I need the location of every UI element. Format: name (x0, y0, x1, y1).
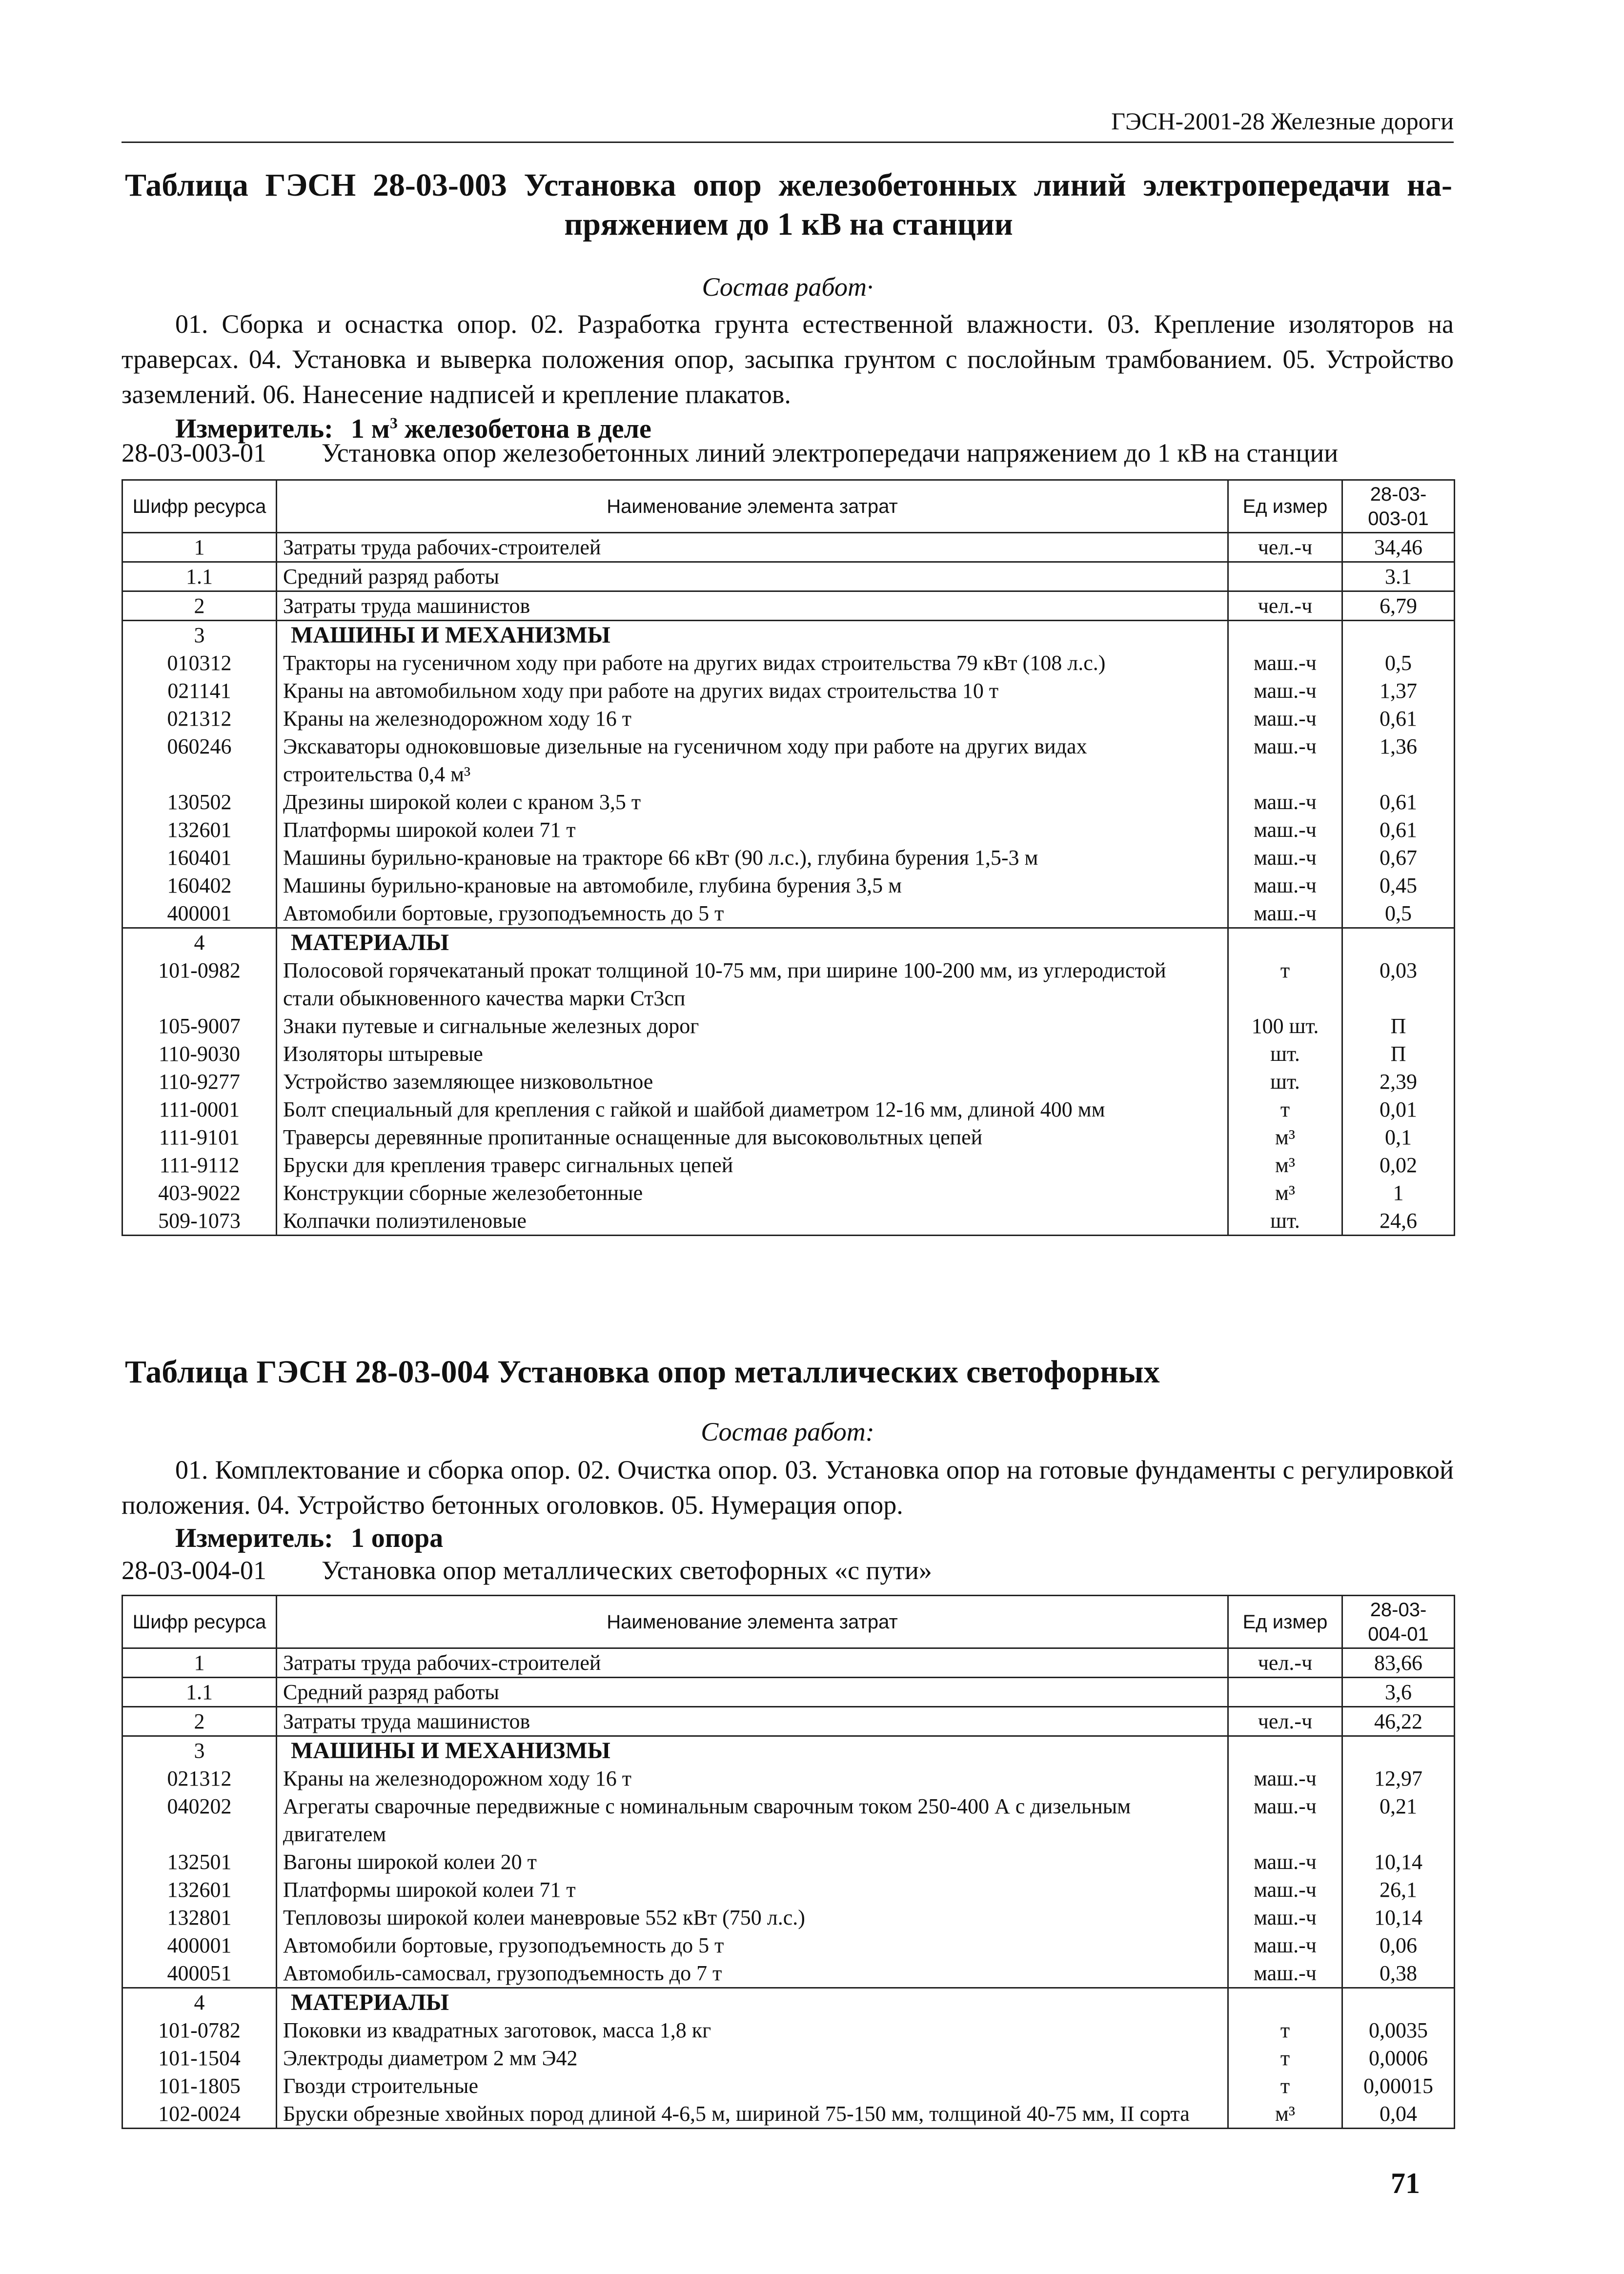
cell-value: 1,36 (1342, 732, 1455, 788)
table-row (122, 872, 1455, 899)
cell-name: Затраты труда рабочих-строителей (277, 533, 1228, 562)
cell-unit: м³ (1228, 2100, 1342, 2129)
cell-value: 0,0035 (1342, 2016, 1455, 2044)
table-row (122, 1123, 1455, 1151)
cell-code: 102-0024 (122, 2100, 277, 2129)
cell-name: Электроды диаметром 2 мм Э42 (277, 2044, 1228, 2072)
table-row (122, 1876, 1455, 1904)
cell-code: 111-9112 (122, 1151, 277, 1179)
table-row (122, 1848, 1455, 1876)
cell-unit (1228, 1678, 1342, 1707)
cell-unit: маш.-ч (1228, 1904, 1342, 1931)
cell-code: 4 (122, 1988, 277, 2017)
table2-norm-line (122, 1555, 1454, 1586)
cell-code: 400001 (122, 1931, 277, 1959)
table-row (122, 1648, 1455, 1678)
cell-name: МАТЕРИАЛЫ (277, 928, 1228, 957)
cell-code: 110-9030 (122, 1040, 277, 1068)
col-name-header: Наименование элемента затрат (277, 1596, 1228, 1648)
cell-name: Вагоны широкой колеи 20 т (277, 1848, 1228, 1876)
cell-value (1342, 621, 1455, 650)
cell-name: Поковки из квадратных заготовок, масса 1,8 кг (277, 2016, 1228, 2044)
table-row (122, 1988, 1455, 2017)
table1-body (122, 533, 1455, 1236)
cell-value: 2,39 (1342, 1068, 1455, 1096)
cell-unit: маш.-ч (1228, 677, 1342, 705)
table-row (122, 928, 1455, 957)
cell-unit (1228, 621, 1342, 650)
cell-unit: м³ (1228, 1123, 1342, 1151)
table-row (122, 1012, 1455, 1040)
table-row (122, 562, 1455, 591)
cell-code: 400051 (122, 1959, 277, 1988)
cell-name: Траверсы деревянные пропитанные оснащенные для высоковольтных цепей (277, 1123, 1228, 1151)
cell-name: Бруски обрезные хвойных пород длиной 4-6,5 м, шириной 75-150 мм, толщиной 40-75 мм, II сорта (277, 2100, 1228, 2129)
cell-name: Автомобили бортовые, грузоподъемность до 5 т (277, 899, 1228, 928)
cell-code: 105-9007 (122, 1012, 277, 1040)
table-row (122, 591, 1455, 621)
cell-value: 34,46 (1342, 533, 1455, 562)
table-row (122, 1931, 1455, 1959)
running-header: ГЭСН-2001-28 Железные дороги (122, 106, 1454, 143)
cell-name: Полосовой горячекатаный прокат толщиной 10-75 мм, при ширине 100-200 мм, из углеродистой стали обыкновенного качества марки Ст3сп (277, 956, 1228, 1012)
cell-name: Автомобили бортовые, грузоподъемность до 5 т (277, 1931, 1228, 1959)
cell-value: П (1342, 1040, 1455, 1068)
cell-value: 0,0006 (1342, 2044, 1455, 2072)
cell-name: МАТЕРИАЛЫ (277, 1988, 1228, 2017)
cell-value: 6,79 (1342, 591, 1455, 621)
cell-value: 1 (1342, 1179, 1455, 1207)
cell-unit: м³ (1228, 1151, 1342, 1179)
col-code-header: Шифр ресурса (122, 1596, 277, 1648)
table-row (122, 649, 1455, 677)
cell-unit: маш.-ч (1228, 1876, 1342, 1904)
cell-code: 403-9022 (122, 1179, 277, 1207)
cell-code: 132501 (122, 1848, 277, 1876)
table-row (122, 732, 1455, 788)
cell-name: Средний разряд работы (277, 1678, 1228, 1707)
cell-value (1342, 1736, 1455, 1765)
cell-value: 0,5 (1342, 899, 1455, 928)
table2-composition-heading: Состав работ: (701, 1417, 874, 1446)
table-row (122, 1959, 1455, 1988)
cell-unit: шт. (1228, 1207, 1342, 1236)
cell-code: 010312 (122, 649, 277, 677)
table-row (122, 1096, 1455, 1123)
table-row (122, 1904, 1455, 1931)
cell-name: Краны на железнодорожном ходу 16 т (277, 1765, 1228, 1792)
table-row (122, 677, 1455, 705)
table2-title: Таблица ГЭСН 28-03-004 Установка опор металлических светофорных (125, 1354, 1160, 1390)
table-row (122, 705, 1455, 732)
cell-name: МАШИНЫ И МЕХАНИЗМЫ (277, 1736, 1228, 1765)
cell-value: 0,61 (1342, 816, 1455, 844)
table-row (122, 788, 1455, 816)
cell-code: 160402 (122, 872, 277, 899)
table-row (122, 1068, 1455, 1096)
cell-unit (1228, 1988, 1342, 2017)
table-row (122, 1765, 1455, 1792)
cell-unit: маш.-ч (1228, 732, 1342, 788)
cell-name: Дрезины широкой колеи с краном 3,5 т (277, 788, 1228, 816)
cell-code: 101-1805 (122, 2072, 277, 2100)
cell-name: Болт специальный для крепления с гайкой и шайбой диаметром 12-16 мм, длиной 400 мм (277, 1096, 1228, 1123)
cell-code: 2 (122, 591, 277, 621)
table1-measure-unit: 1 м (350, 413, 390, 444)
cell-name: МАШИНЫ И МЕХАНИЗМЫ (277, 621, 1228, 650)
cell-value: 0,02 (1342, 1151, 1455, 1179)
table-row (122, 2072, 1455, 2100)
table1-norm-name: Установка опор железобетонных линий электропередачи напряжением до 1 кВ на станции (322, 438, 1339, 467)
cell-unit: маш.-ч (1228, 899, 1342, 928)
cell-name: Бруски для крепления траверс сигнальных цепей (277, 1151, 1228, 1179)
table-row (122, 1707, 1455, 1736)
cell-code: 4 (122, 928, 277, 957)
cell-name: Краны на железнодорожном ходу 16 т (277, 705, 1228, 732)
cell-value: 24,6 (1342, 1207, 1455, 1236)
table-row (122, 621, 1455, 650)
cell-code: 101-0982 (122, 956, 277, 1012)
table2 (122, 1595, 1455, 2129)
page-number: 71 (1391, 2167, 1420, 2199)
cell-name: Агрегаты сварочные передвижные с номинальным сварочным током 250-400 А с дизельным двигателем (277, 1792, 1228, 1848)
cell-value: 46,22 (1342, 1707, 1455, 1736)
cell-unit: т (1228, 2044, 1342, 2072)
cell-unit: м³ (1228, 1179, 1342, 1207)
cell-unit: чел.-ч (1228, 591, 1342, 621)
table-row (122, 2016, 1455, 2044)
cell-code: 111-0001 (122, 1096, 277, 1123)
col-value-header: 28-03-003-01 (1342, 480, 1455, 533)
cell-value: 1,37 (1342, 677, 1455, 705)
cell-value: 83,66 (1342, 1648, 1455, 1678)
cell-value: 0,00015 (1342, 2072, 1455, 2100)
cell-unit: шт. (1228, 1068, 1342, 1096)
cell-unit: т (1228, 2072, 1342, 2100)
cell-name: Изоляторы штыревые (277, 1040, 1228, 1068)
cell-unit: шт. (1228, 1040, 1342, 1068)
cell-code: 021312 (122, 1765, 277, 1792)
table2-measure-label: Измеритель: (175, 1523, 333, 1553)
cell-value: 3,6 (1342, 1678, 1455, 1707)
cell-value: 0,5 (1342, 649, 1455, 677)
cell-name: Автомобиль-самосвал, грузоподъемность до 7 т (277, 1959, 1228, 1988)
cell-value: 0,01 (1342, 1096, 1455, 1123)
table1-measure-sup: 3 (389, 414, 398, 431)
cell-code: 060246 (122, 732, 277, 788)
table1-measure-label: Измеритель: (175, 413, 333, 444)
cell-value: 3.1 (1342, 562, 1455, 591)
cell-code: 132601 (122, 1876, 277, 1904)
col-name-header: Наименование элемента затрат (277, 480, 1228, 533)
col-value-header: 28-03-004-01 (1342, 1596, 1455, 1648)
cell-code: 132801 (122, 1904, 277, 1931)
table-row (122, 899, 1455, 928)
table-row (122, 844, 1455, 872)
cell-code: 101-0782 (122, 2016, 277, 2044)
cell-unit: чел.-ч (1228, 533, 1342, 562)
cell-name: Затраты труда машинистов (277, 1707, 1228, 1736)
cell-value: 0,1 (1342, 1123, 1455, 1151)
cell-name: Средний разряд работы (277, 562, 1228, 591)
cell-unit: маш.-ч (1228, 844, 1342, 872)
cell-value (1342, 1988, 1455, 2017)
col-unit-header: Ед измер (1228, 480, 1342, 533)
table1-works-text: 01. Сборка и оснастка опор. 02. Разработка грунта естественной влажности. 03. Крепление изоляторов на траверсах. 04. Установка и выверка положения опор, засыпка грунтом с послойным трамбованием. 05. Устройство заземлений. 06. Нанесение надписей и крепление плакатов. (122, 309, 1454, 409)
table1-norm-line (122, 437, 1454, 468)
cell-value: 12,97 (1342, 1765, 1455, 1792)
cell-code: 1 (122, 1648, 277, 1678)
cell-unit: маш.-ч (1228, 1959, 1342, 1988)
cell-code: 160401 (122, 844, 277, 872)
cell-code: 400001 (122, 899, 277, 928)
cell-unit: маш.-ч (1228, 1765, 1342, 1792)
table1-title-line2: пряжением до 1 кВ на станции (564, 206, 1013, 242)
cell-code: 3 (122, 1736, 277, 1765)
cell-code: 509-1073 (122, 1207, 277, 1236)
cell-unit (1228, 928, 1342, 957)
cell-value: 0,06 (1342, 1931, 1455, 1959)
cell-unit: 100 шт. (1228, 1012, 1342, 1040)
cell-value: П (1342, 1012, 1455, 1040)
table-row (122, 2100, 1455, 2129)
table-row (122, 2044, 1455, 2072)
cell-code: 111-9101 (122, 1123, 277, 1151)
cell-code: 3 (122, 621, 277, 650)
cell-value (1342, 928, 1455, 957)
cell-value: 0,03 (1342, 956, 1455, 1012)
cell-code: 110-9277 (122, 1068, 277, 1096)
cell-value: 0,61 (1342, 705, 1455, 732)
cell-unit (1228, 1736, 1342, 1765)
cell-code: 132601 (122, 816, 277, 844)
cell-name: Машины бурильно-крановые на автомобиле, глубина бурения 3,5 м (277, 872, 1228, 899)
table-row (122, 533, 1455, 562)
cell-name: Экскаваторы одноковшовые дизельные на гусеничном ходу при работе на других видах строительства 0,4 м³ (277, 732, 1228, 788)
cell-unit: т (1228, 956, 1342, 1012)
cell-value: 10,14 (1342, 1848, 1455, 1876)
cell-value: 10,14 (1342, 1904, 1455, 1931)
cell-name: Краны на автомобильном ходу при работе на других видах строительства 10 т (277, 677, 1228, 705)
cell-code: 021312 (122, 705, 277, 732)
cell-code: 1 (122, 533, 277, 562)
cell-name: Тракторы на гусеничном ходу при работе на других видах строительства 79 кВт (108 л.с.) (277, 649, 1228, 677)
col-code-header: Шифр ресурса (122, 480, 277, 533)
cell-value: 0,67 (1342, 844, 1455, 872)
cell-code: 101-1504 (122, 2044, 277, 2072)
cell-code: 2 (122, 1707, 277, 1736)
table2-measure-line (175, 1523, 443, 1554)
cell-code: 130502 (122, 788, 277, 816)
cell-name: Тепловозы широкой колеи маневровые 552 кВт (750 л.с.) (277, 1904, 1228, 1931)
table2-norm-name: Установка опор металлических светофорных «с пути» (322, 1556, 932, 1585)
cell-unit: т (1228, 1096, 1342, 1123)
cell-unit: маш.-ч (1228, 1931, 1342, 1959)
cell-unit: чел.-ч (1228, 1648, 1342, 1678)
cell-unit: маш.-ч (1228, 1792, 1342, 1848)
table-row (122, 956, 1455, 1012)
cell-unit: чел.-ч (1228, 1707, 1342, 1736)
table-row (122, 1040, 1455, 1068)
cell-name: Платформы широкой колеи 71 т (277, 1876, 1228, 1904)
table1-norm-code: 28-03-003-01 (122, 438, 266, 467)
table-row (122, 1678, 1455, 1707)
table1-composition-heading: Состав работ· (702, 272, 873, 302)
cell-name: Затраты труда рабочих-строителей (277, 1648, 1228, 1678)
cell-code: 021141 (122, 677, 277, 705)
table-row (122, 1151, 1455, 1179)
cell-name: Знаки путевые и сигнальные железных дорог (277, 1012, 1228, 1040)
cell-unit: т (1228, 2016, 1342, 2044)
table1-title (125, 166, 1452, 244)
cell-unit: маш.-ч (1228, 872, 1342, 899)
cell-unit: маш.-ч (1228, 816, 1342, 844)
cell-value: 0,38 (1342, 1959, 1455, 1988)
table2-works-text: 01. Комплектование и сборка опор. 02. Очистка опор. 03. Установка опор на готовые фундаменты с регулировкой положения. 04. Устройство бетонных оголовков. 05. Нумерация опор. (122, 1455, 1454, 1520)
col-unit-header: Ед измер (1228, 1596, 1342, 1648)
table1-title-line1: Таблица ГЭСН 28-03-003 Установка опор железобетонных линий электропередачи на- (125, 167, 1452, 203)
cell-value: 0,21 (1342, 1792, 1455, 1848)
cell-name: Колпачки полиэтиленовые (277, 1207, 1228, 1236)
cell-value: 0,04 (1342, 2100, 1455, 2129)
cell-code: 1.1 (122, 1678, 277, 1707)
table-row (122, 816, 1455, 844)
table2-norm-code: 28-03-004-01 (122, 1556, 266, 1585)
cell-name: Гвозди строительные (277, 2072, 1228, 2100)
cell-unit: маш.-ч (1228, 649, 1342, 677)
cell-code: 1.1 (122, 562, 277, 591)
table-row (122, 1179, 1455, 1207)
cell-unit: маш.-ч (1228, 705, 1342, 732)
table-row (122, 1736, 1455, 1765)
cell-value: 26,1 (1342, 1876, 1455, 1904)
table1 (122, 479, 1455, 1236)
cell-unit: маш.-ч (1228, 1848, 1342, 1876)
cell-value: 0,45 (1342, 872, 1455, 899)
cell-name: Конструкции сборные железобетонные (277, 1179, 1228, 1207)
cell-name: Устройство заземляющее низковольтное (277, 1068, 1228, 1096)
cell-code: 040202 (122, 1792, 277, 1848)
cell-name: Платформы широкой колеи 71 т (277, 816, 1228, 844)
table-row (122, 1792, 1455, 1848)
cell-name: Затраты труда машинистов (277, 591, 1228, 621)
cell-unit: маш.-ч (1228, 788, 1342, 816)
table2-body (122, 1648, 1455, 2129)
cell-value: 0,61 (1342, 788, 1455, 816)
table-row (122, 1207, 1455, 1236)
cell-name: Машины бурильно-крановые на тракторе 66 кВт (90 л.с.), глубина бурения 1,5-3 м (277, 844, 1228, 872)
table2-measure-value: 1 опора (350, 1523, 444, 1553)
cell-unit (1228, 562, 1342, 591)
table1-measure-object: железобетона в деле (397, 413, 651, 444)
